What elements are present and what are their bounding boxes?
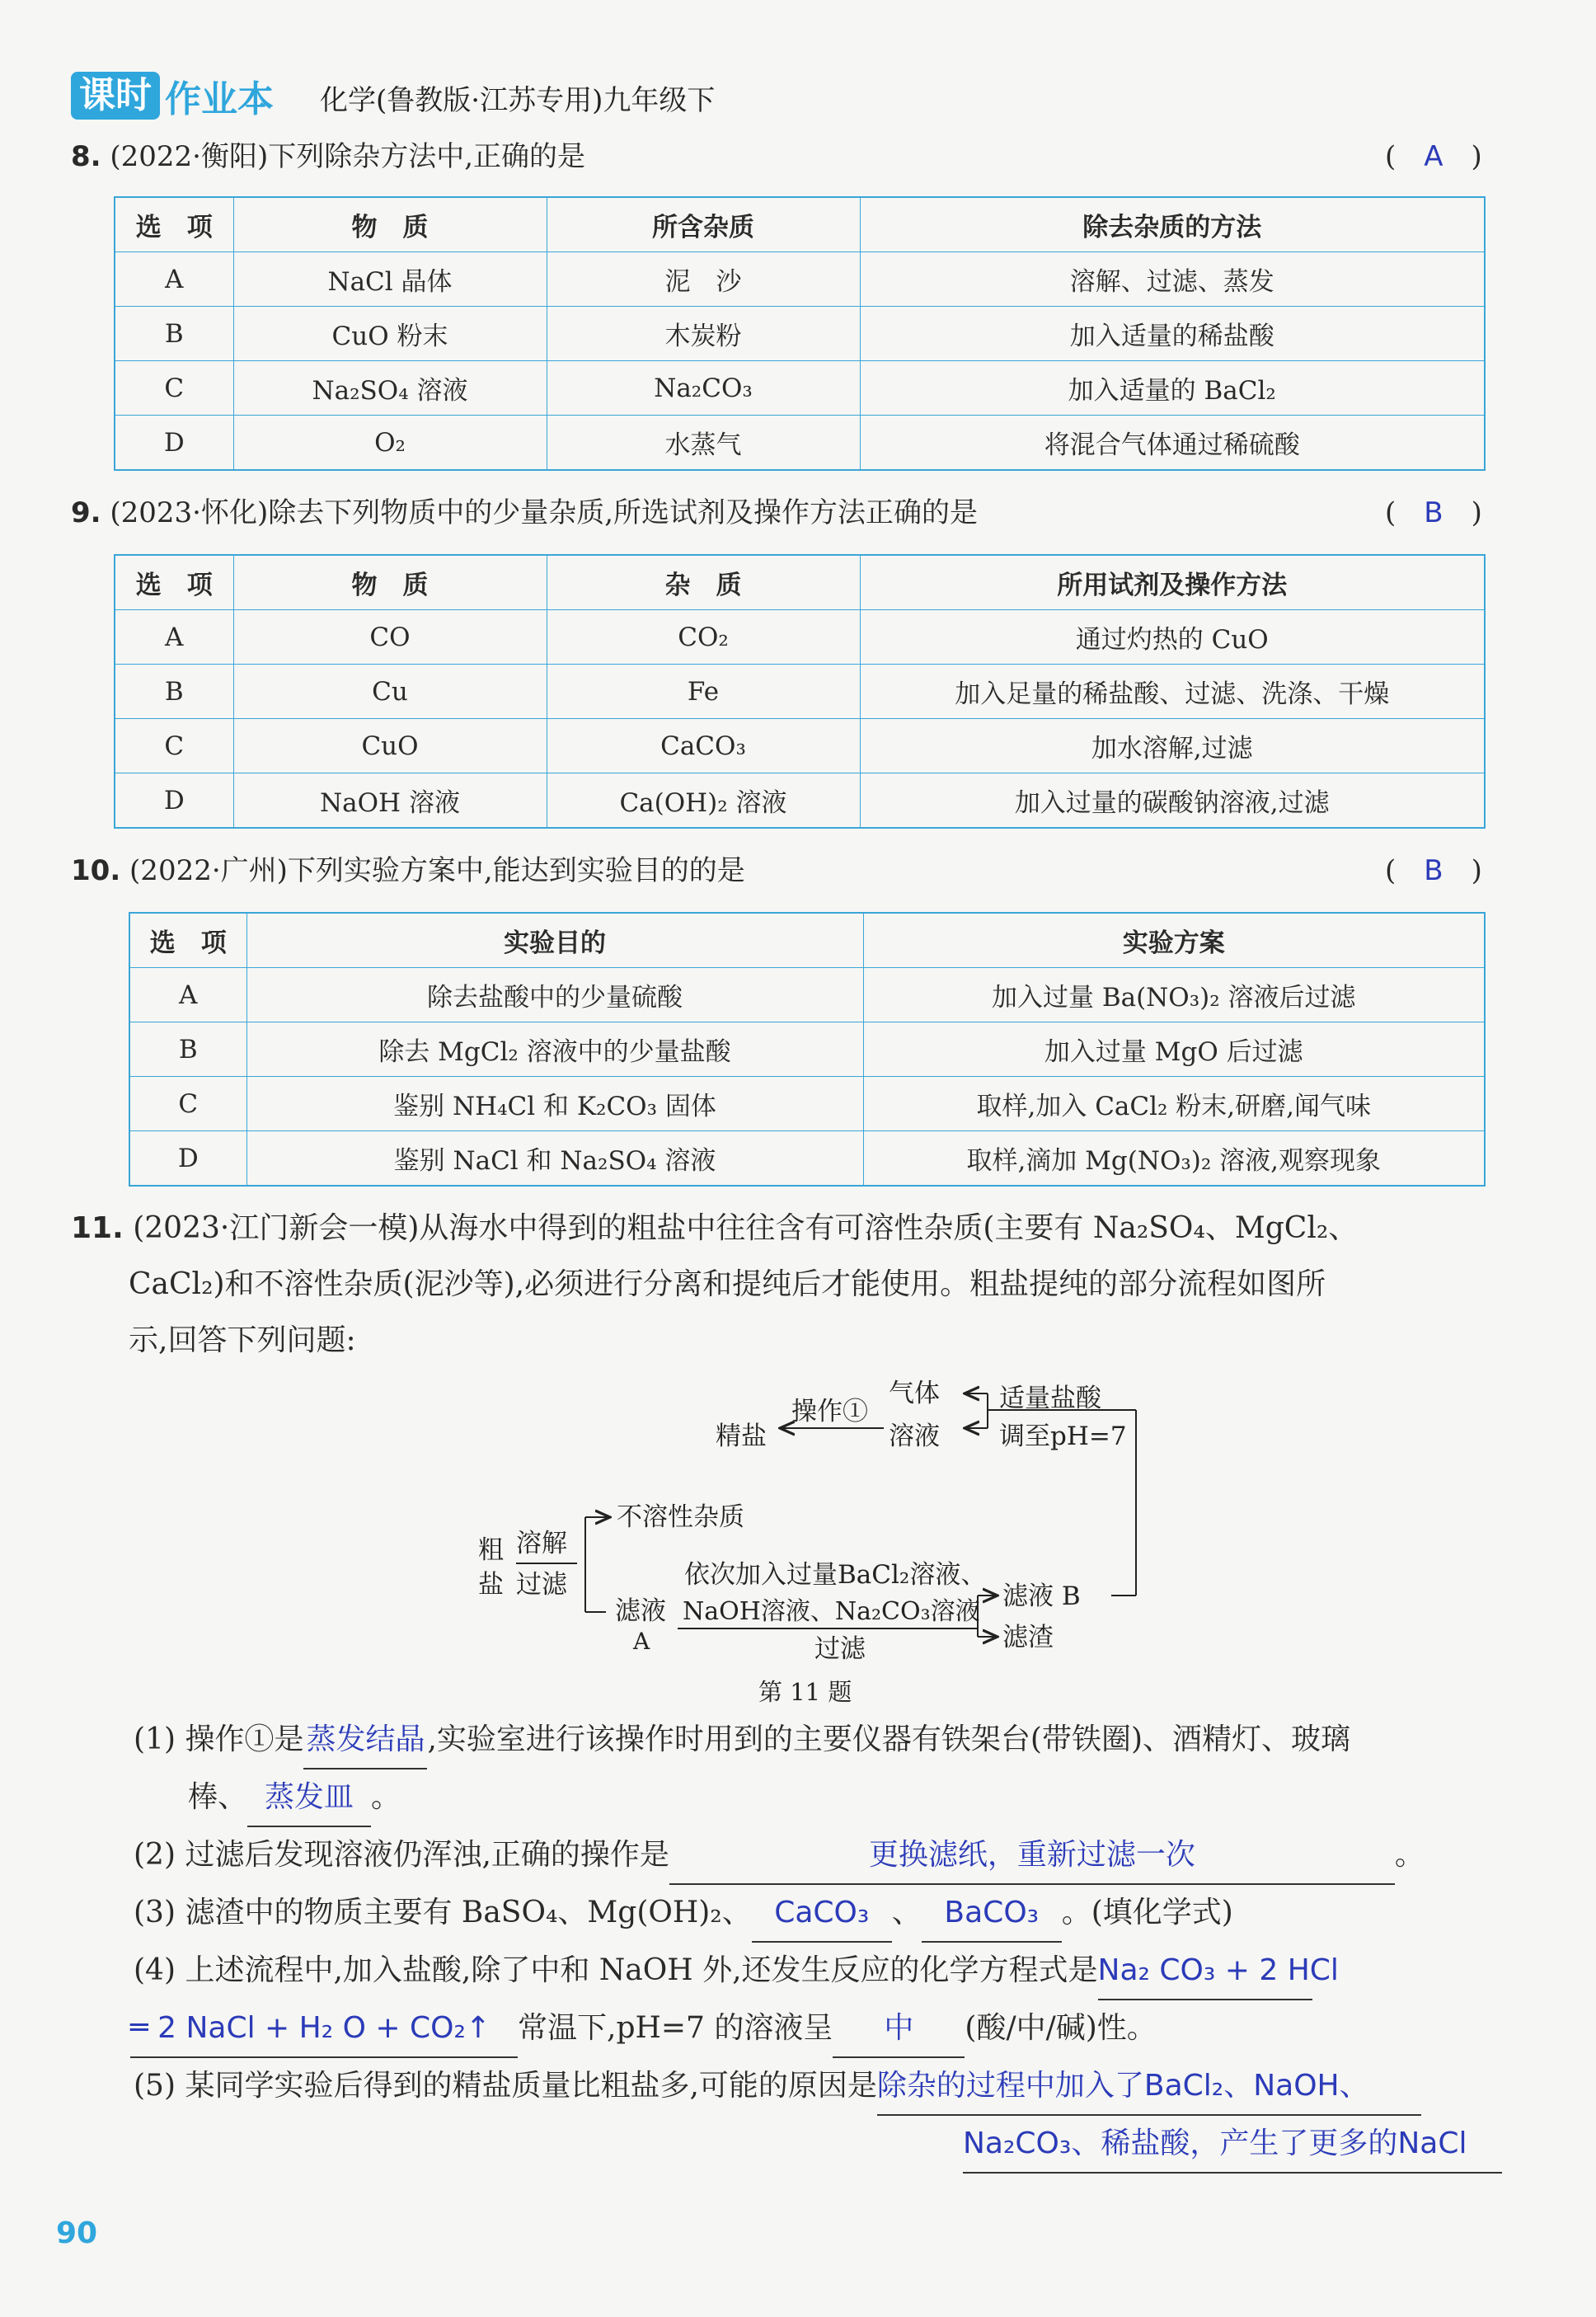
header-cell: 实验方案 [863,913,1485,968]
table-cell: 通过灼热的 CuO [860,610,1485,665]
table-cell: Na₂CO₃ [547,361,860,416]
answer-bracket: ( B ) [1385,854,1482,887]
answer-bracket: ( A ) [1385,140,1482,173]
header-cell: 实验目的 [246,913,863,968]
table-cell: C [115,719,233,773]
answer-blank: 中 [833,2000,965,2058]
table-cell: O₂ [233,416,547,471]
table-cell: NaCl 晶体 [233,252,547,307]
label-hcl: 适量盐酸 [999,1384,1101,1413]
header-logo [71,71,274,120]
table-cell: 加入过量的碳酸钠溶液,过滤 [860,773,1485,829]
answer-value: B [1424,854,1443,887]
header-cell: 所用试剂及操作方法 [860,555,1485,610]
table-cell: B [115,307,233,361]
table-q8 [114,196,1486,471]
table-cell: Na₂SO₄ 溶液 [233,361,547,416]
label-gas: 气体 [889,1379,940,1408]
table-cell: 加入适量的稀盐酸 [860,307,1485,361]
answer-value: A [1424,140,1443,173]
part-text: 。(填化学式) [1061,1896,1233,1929]
table-cell: D [129,1131,246,1187]
part-text: (1) 操作①是 [134,1722,304,1756]
label-crude-1: 粗 [478,1535,504,1565]
part-text: ,实验室进行该操作时用到的主要仪器有铁架台(带铁圈)、酒精灯、玻璃 [427,1722,1350,1756]
header-cell: 物 质 [233,197,547,252]
question-11 [71,1201,1489,1369]
answer-blank: 蒸发皿 [247,1769,371,1827]
answer-blank: BaCO₃ [922,1885,1062,1943]
part-1 [130,1712,1502,2174]
table-cell: CO [233,610,547,665]
question-9 [71,490,978,530]
header-cell: 杂 质 [547,555,860,610]
table-row [129,1077,1485,1131]
table-header-row [129,913,1485,968]
table-row [129,968,1485,1022]
header-cell: 选 项 [129,913,246,968]
table-row [115,252,1485,307]
question-number: 10. [71,854,121,887]
header-cell: 物 质 [233,555,547,610]
logo-badge: 课时 [71,72,160,120]
table-cell: D [115,416,233,471]
intro-line: 示,回答下列问题: [129,1323,356,1357]
label-filtrate-a-letter: A [633,1628,650,1655]
table-cell: CO₂ [547,610,860,665]
page-number: 90 [56,2216,98,2250]
part-text: (酸/中/碱)性。 [965,2011,1157,2045]
table-cell: C [115,361,233,416]
question-number: 9. [71,496,101,529]
label-reagents-2: NaOH溶液、Na₂CO₃溶液 [683,1597,980,1626]
label-insoluble: 不溶性杂质 [617,1502,744,1532]
label-filter: 过滤 [516,1570,567,1600]
table-cell: CuO [233,719,547,773]
label-filtrate-a: 滤液 [615,1596,666,1626]
label-solution: 溶液 [889,1422,940,1451]
table-cell: Ca(OH)₂ 溶液 [547,773,860,829]
table-cell: 加入适量的 BaCl₂ [860,361,1485,416]
label-reagents-1: 依次加入过量BaCl₂溶液、 [684,1560,987,1590]
table-q10 [129,912,1486,1187]
label-operation-1: 操作① [791,1397,868,1426]
header-cell: 所含杂质 [547,197,860,252]
table-cell: 水蒸气 [547,416,860,471]
header-cell: 选 项 [115,197,233,252]
table-cell: 木炭粉 [547,307,860,361]
table-cell: C [129,1077,246,1131]
label-filter-2: 过滤 [814,1634,866,1664]
question-text: (2022·衡阳)下列除杂方法中,正确的是 [110,140,586,173]
table-header-row [115,555,1485,610]
table-cell: 溶解、过滤、蒸发 [860,252,1485,307]
table-cell: 除去盐酸中的少量硫酸 [246,968,863,1022]
part-text: 棒、 [188,1780,248,1814]
part-text: (2) 过滤后发现溶液仍浑浊,正确的操作是 [134,1838,669,1872]
table-cell: 泥 沙 [547,252,860,307]
table-row [129,1131,1485,1187]
table-cell: 将混合气体通过稀硫酸 [860,416,1485,471]
question-10 [71,848,745,888]
label-crude-2: 盐 [478,1570,504,1600]
header-subtitle: 化学(鲁教版·江苏专用)九年级下 [320,84,716,117]
table-row [115,665,1485,719]
table-cell: CuO 粉末 [233,307,547,361]
table-cell: A [115,252,233,307]
label-refined-salt: 精盐 [716,1422,767,1451]
answer-blank: 除杂的过程中加入了BaCl₂、NaOH、 [877,2058,1421,2116]
intro-line: (2023·江门新会一模)从海水中得到的粗盐中往往含有可溶性杂质(主要有 Na₂SO₄、MgCl₂、 [133,1211,1359,1245]
question-number: 8. [71,140,101,173]
answer-blank: Na₂CO₃、稀盐酸，产生了更多的NaCl [963,2116,1502,2174]
table-row [129,1022,1485,1077]
table-cell: 取样,滴加 Mg(NO₃)₂ 溶液,观察现象 [863,1131,1485,1187]
part-text: (3) 滤渣中的物质主要有 BaSO₄、Mg(OH)₂、 [134,1896,752,1929]
table-cell: 取样,加入 CaCl₂ 粉末,研磨,闻气味 [863,1077,1485,1131]
label-filtrate-b: 滤液 B [1002,1581,1081,1611]
table-cell: Cu [233,665,547,719]
logo-brand: 作业本 [165,78,274,120]
table-cell: 鉴别 NaCl 和 Na₂SO₄ 溶液 [246,1131,863,1187]
table-cell: Fe [547,665,860,719]
table-row [115,719,1485,773]
flow-diagram [462,1369,1171,1715]
question-number: 11. [71,1211,124,1245]
header-cell: 除去杂质的方法 [860,197,1485,252]
answer-blank: Na₂ CO₃ + 2 HCl [1098,1943,1312,2000]
answer-bracket: ( B ) [1385,496,1482,529]
table-row [115,610,1485,665]
part-text: 常温下,pH=7 的溶液呈 [518,2011,833,2045]
question-text: (2023·怀化)除去下列物质中的少量杂质,所选试剂及操作方法正确的是 [110,496,979,529]
table-row [115,416,1485,471]
answer-value: B [1424,496,1443,529]
header-cell: 选 项 [115,555,233,610]
table-cell: 加入足量的稀盐酸、过滤、洗涤、干燥 [860,665,1485,719]
table-cell: A [129,968,246,1022]
table-row [115,307,1485,361]
table-cell: 加入过量 MgO 后过滤 [863,1022,1485,1077]
label-ph: 调至pH=7 [999,1422,1127,1451]
question-8 [71,134,585,174]
part-text: 、 [891,1896,922,1929]
table-cell: B [115,665,233,719]
table-row [115,773,1485,829]
table-cell: A [115,610,233,665]
answer-blank: 更换滤纸，重新过滤一次 [669,1827,1395,1885]
table-row [115,361,1485,416]
intro-line: CaCl₂)和不溶性杂质(泥沙等),必须进行分离和提纯后才能使用。粗盐提纯的部分流程如图所 [129,1267,1326,1301]
table-header-row [115,197,1485,252]
table-cell: 加入过量 Ba(NO₃)₂ 溶液后过滤 [863,968,1485,1022]
part-text: 。 [371,1780,401,1814]
question-text: (2022·广州)下列实验方案中,能达到实验目的的是 [129,854,745,887]
table-cell: D [115,773,233,829]
answer-blank: ═ 2 NaCl + H₂ O + CO₂↑ [130,2000,518,2058]
answer-blank: CaCO₃ [752,1885,892,1943]
table-cell: B [129,1022,246,1077]
table-cell: 加水溶解,过滤 [860,719,1485,773]
answer-blank: 蒸发结晶 [303,1712,427,1769]
table-cell: CaCO₃ [547,719,860,773]
label-residue: 滤渣 [1002,1623,1054,1652]
part-text: (5) 某同学实验后得到的精盐质量比粗盐多,可能的原因是 [134,2069,877,2103]
table-cell: 鉴别 NH₄Cl 和 K₂CO₃ 固体 [246,1077,863,1131]
label-dissolve: 溶解 [516,1529,567,1558]
part-text: (4) 上述流程中,加入盐酸,除了中和 NaOH 外,还发生反应的化学方程式是 [134,1953,1098,1987]
part-text: 。 [1394,1838,1425,1872]
table-cell: 除去 MgCl₂ 溶液中的少量盐酸 [246,1022,863,1077]
table-q9 [114,554,1486,829]
diagram-caption: 第 11 题 [758,1678,852,1706]
table-cell: NaOH 溶液 [233,773,547,829]
